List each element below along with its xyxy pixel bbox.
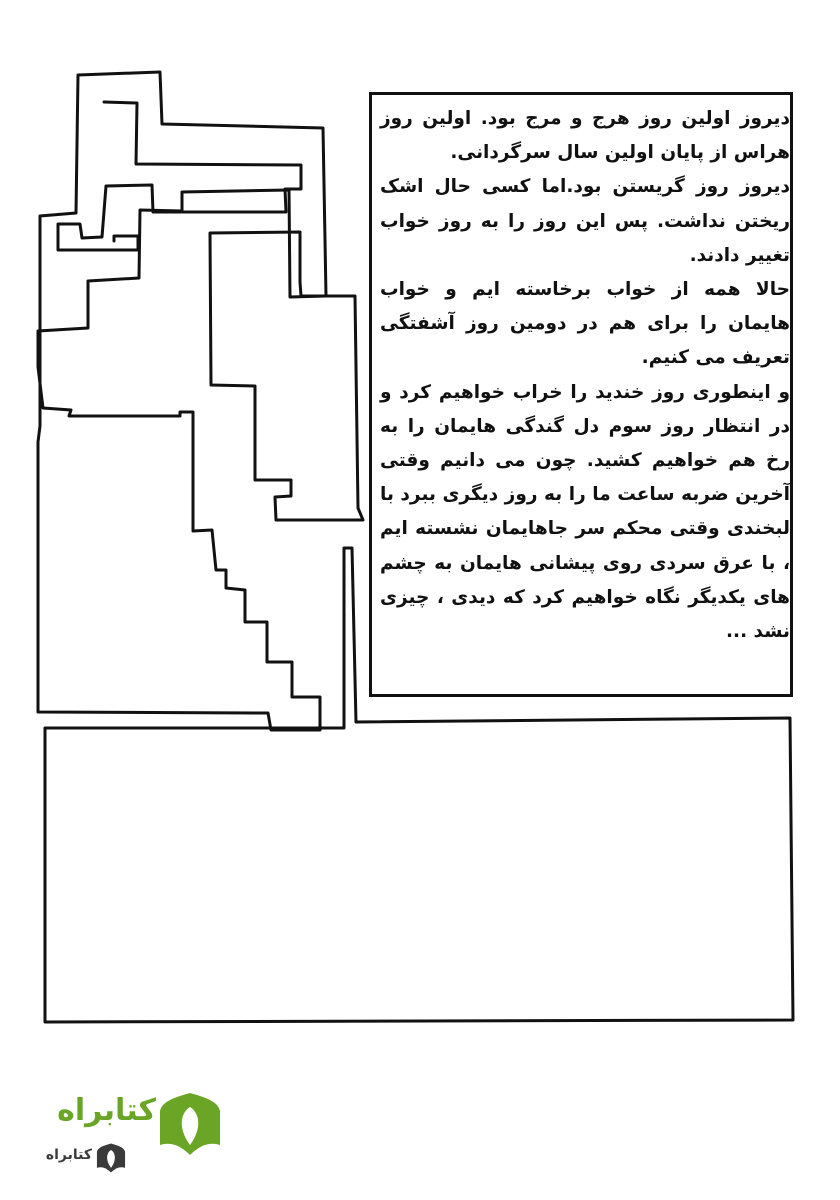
poem-paragraph-4: و اینطوری روز خندید را خراب خواهیم کرد و در انتظار روز سوم دل گندگی هایمان را به رخ هم خواهیم کشید. چون می دانیم وقتی آخرین ضربه ساعت ما را به روز دیگری ببرد با لبخندی وقتی محکم سر جاهایمان نشسته ایم ، با عرق سردی روی پیشانی هایمان به چشم های یکدیگر نگاه خواهیم کرد که دیدی ، چیزی نشد ... [380, 381, 790, 643]
ketabrah-logo [40, 1085, 240, 1185]
poem-paragraph-2: دیروز روز گریستن بود.اما کسی حال اشک ریختن نداشت. پس این روز را به روز خواب تغییر دادند. [380, 176, 790, 266]
book-leaf-icon [158, 1089, 222, 1159]
maze-middle-wall [210, 232, 363, 520]
maze-outer-wall [38, 72, 326, 730]
logo-text-small: کتابراه [45, 1147, 92, 1163]
poem-text [380, 102, 790, 649]
poem-paragraph-1: دیروز اولین روز هرج و مرج بود. اولین روز هراس از پایان اولین سال سرگردانی. [380, 108, 790, 164]
logo-text-large: کتابراه [57, 1093, 156, 1128]
book-leaf-icon-small [96, 1141, 126, 1175]
poem-paragraph-3: حالا همه از خواب برخاسته ایم و خواب هایمان را برای هم در دومین روز آشفتگی تعریف می کنیم. [380, 279, 790, 369]
